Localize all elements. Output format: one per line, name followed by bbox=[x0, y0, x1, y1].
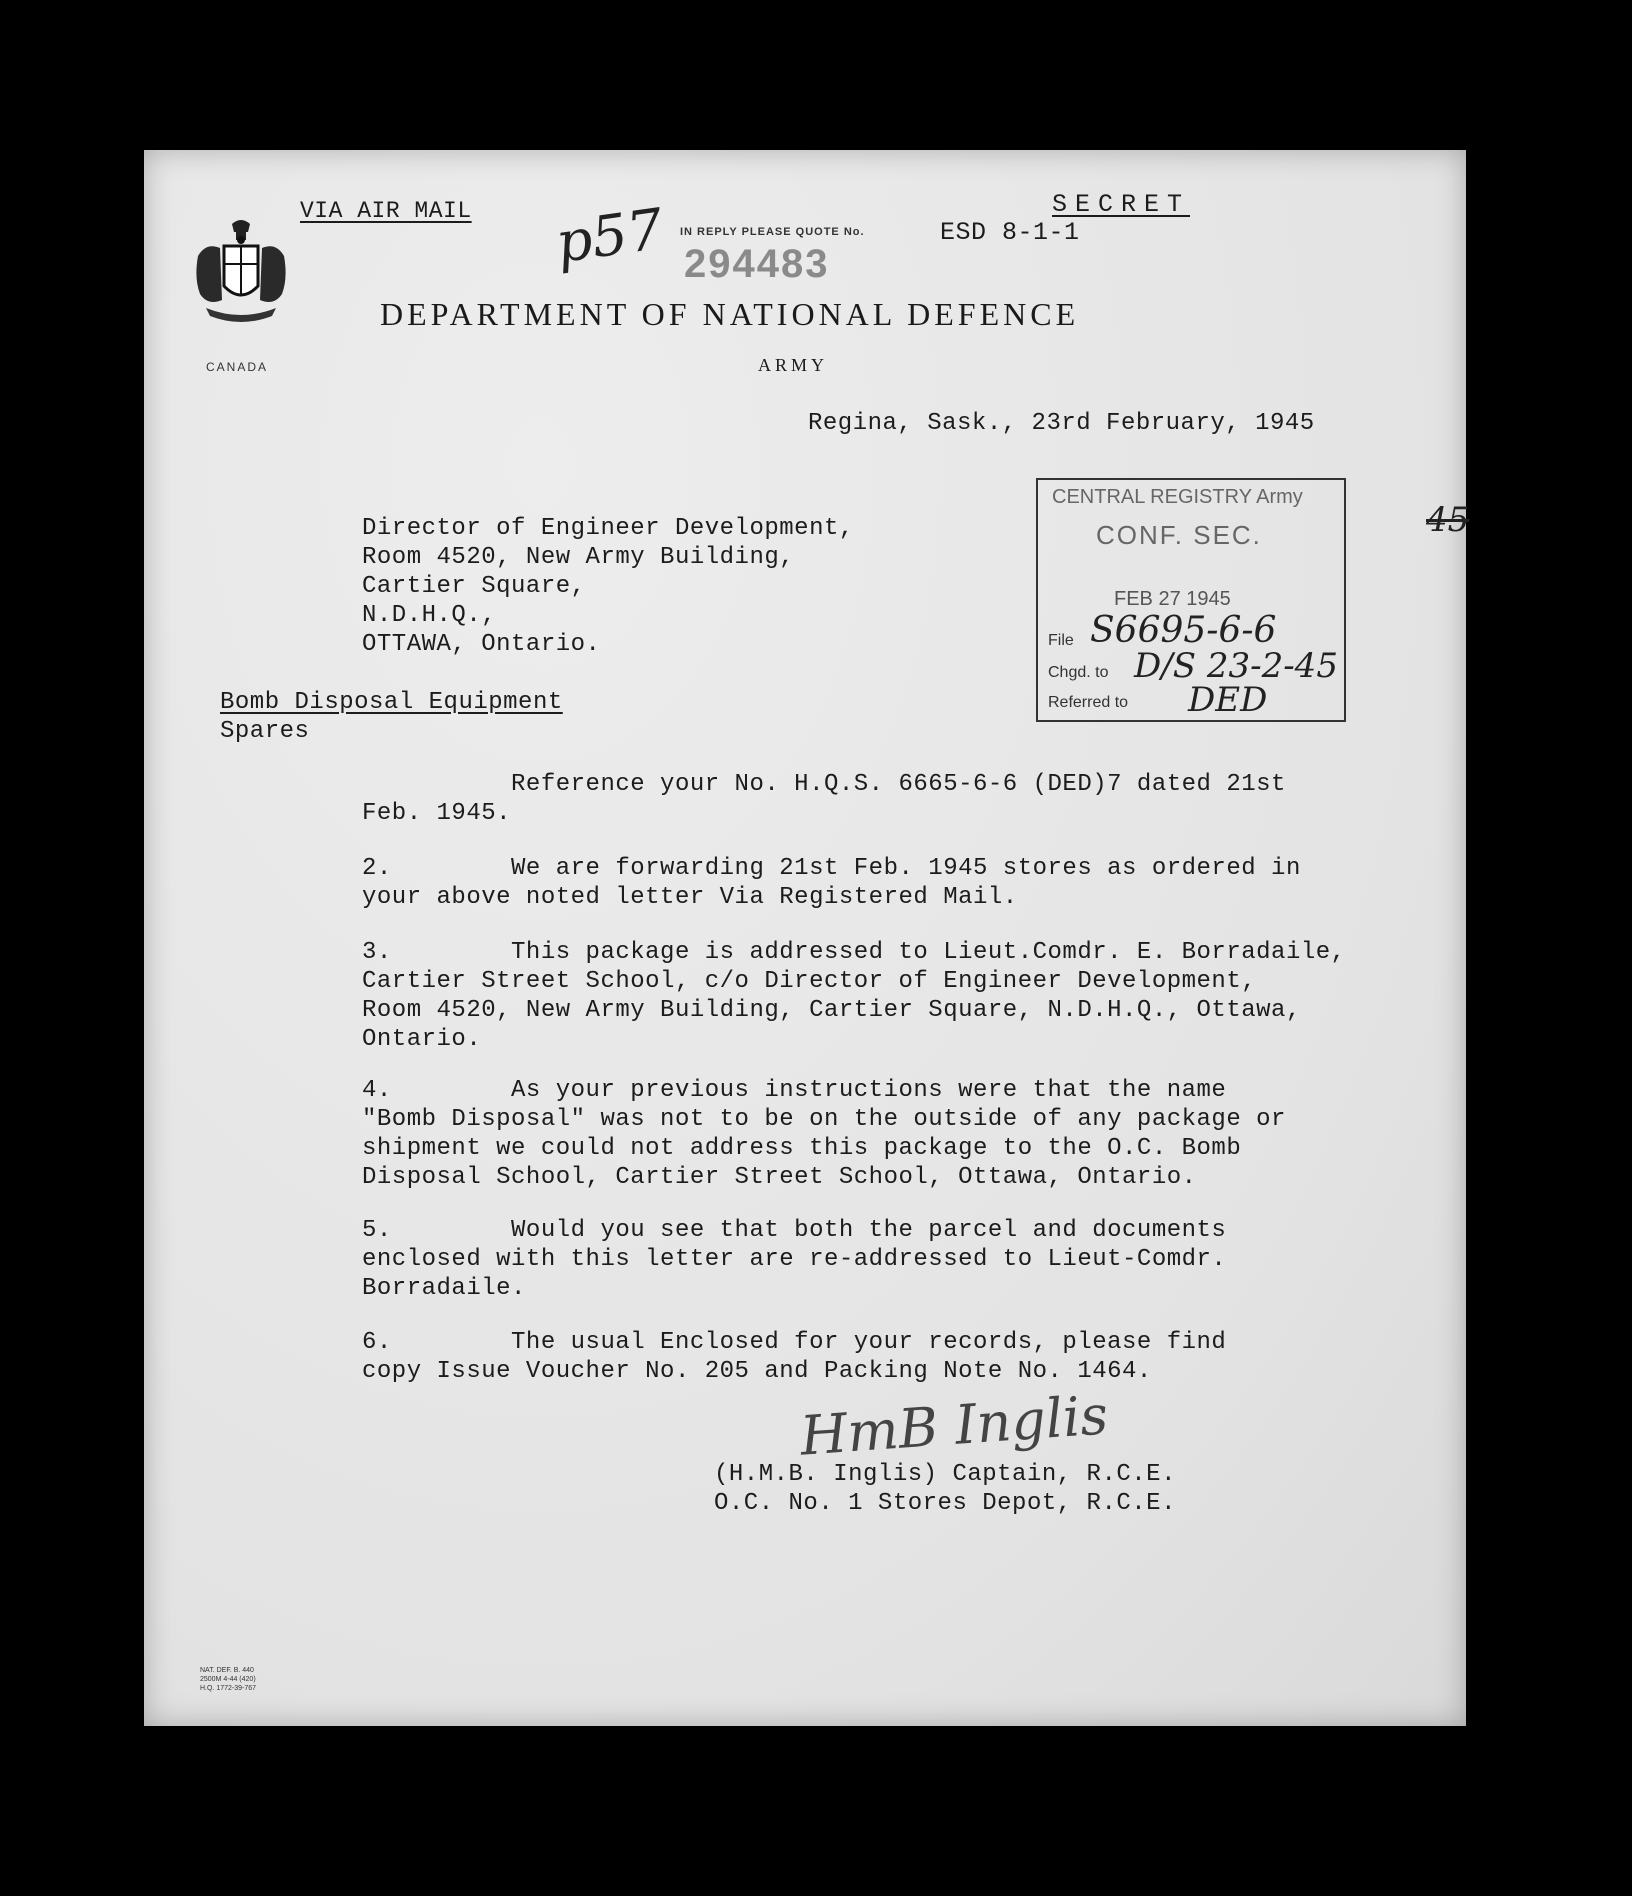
addressee-block bbox=[362, 514, 854, 659]
handwritten-page-number: p57 bbox=[551, 196, 668, 277]
addressee-line: Cartier Square, bbox=[362, 573, 586, 600]
paragraph-line: 3. This package is addressed to Lieut.Comdr. E. Borradaile, bbox=[362, 939, 1346, 966]
stamp-chgd-label: Chgd. to bbox=[1048, 664, 1109, 681]
paragraph-line: Borradaile. bbox=[362, 1275, 526, 1302]
paragraph-line: shipment we could not address this package to the O.C. Bomb bbox=[362, 1135, 1242, 1162]
stamp-date: FEB 27 1945 bbox=[1114, 588, 1231, 610]
classification-label: SECRET bbox=[1052, 190, 1191, 219]
paragraph-line: copy Issue Voucher No. 205 and Packing Note No. 1464. bbox=[362, 1358, 1152, 1385]
paragraph-line: Feb. 1945. bbox=[362, 800, 512, 827]
registry-stamp bbox=[1036, 478, 1346, 722]
stamp-file-value: S6695-6-6 bbox=[1090, 610, 1277, 651]
subject-line: Spares bbox=[220, 718, 310, 745]
stamp-section-line: CONF. SEC. bbox=[1096, 520, 1262, 550]
addressee-line: Director of Engineer Development, bbox=[362, 515, 854, 542]
paragraph-line: your above noted letter Via Registered Mail. bbox=[362, 884, 1018, 911]
reply-quote-label: IN REPLY PLEASE QUOTE No. bbox=[680, 226, 865, 238]
subject-block bbox=[220, 688, 563, 746]
form-code-line: NAT. DEF. B. 440 bbox=[200, 1667, 254, 1674]
stamped-number: 294483 bbox=[684, 242, 830, 286]
stamp-file-label: File bbox=[1048, 632, 1074, 649]
signature-line: (H.M.B. Inglis) Captain, R.C.E. bbox=[714, 1461, 1176, 1488]
paragraph-1 bbox=[362, 770, 1286, 828]
stamp-referred-label: Referred to bbox=[1048, 694, 1129, 711]
paragraph-line: "Bomb Disposal" was not to be on the outside of any package or bbox=[362, 1106, 1286, 1133]
subject-line: Bomb Disposal Equipment bbox=[220, 689, 563, 716]
signature-line: O.C. No. 1 Stores Depot, R.C.E. bbox=[714, 1490, 1176, 1517]
paragraph-5 bbox=[362, 1216, 1226, 1303]
addressee-line: OTTAWA, Ontario. bbox=[362, 631, 601, 658]
reply-number: ESD 8-1-1 bbox=[940, 218, 1080, 247]
paragraph-line: 4. As your previous instructions were that the name bbox=[362, 1077, 1227, 1104]
paragraph-line: Ontario. bbox=[362, 1026, 482, 1053]
paragraph-line: 2. We are forwarding 21st Feb. 1945 stores as ordered in bbox=[362, 855, 1301, 882]
paragraph-line: Disposal School, Cartier Street School, Ottawa, Ontario. bbox=[362, 1164, 1197, 1191]
stamp-chgd-value: D/S 23-2-45 bbox=[1134, 646, 1338, 686]
letter-page bbox=[144, 150, 1470, 1726]
coat-of-arms-icon bbox=[192, 216, 290, 340]
addressee-line: Room 4520, New Army Building, bbox=[362, 544, 795, 571]
form-code-line: 2500M 4-44 (420) bbox=[200, 1676, 256, 1683]
paragraph-line: Cartier Street School, c/o Director of Engineer Development, bbox=[362, 968, 1257, 995]
paragraph-2 bbox=[362, 854, 1301, 912]
form-code-line: H.Q. 1772-39-767 bbox=[200, 1685, 257, 1692]
date-line: Regina, Sask., 23rd February, 1945 bbox=[808, 410, 1315, 437]
paragraph-3 bbox=[362, 938, 1346, 1054]
paragraph-line: Reference your No. H.Q.S. 6665-6-6 (DED)7 dated 21st bbox=[362, 771, 1286, 798]
form-code bbox=[200, 1666, 256, 1693]
signature-block bbox=[714, 1460, 1176, 1518]
paragraph-line: Room 4520, New Army Building, Cartier Square, N.D.H.Q., Ottawa, bbox=[362, 997, 1301, 1024]
coat-of-arms-caption: CANADA bbox=[206, 360, 269, 374]
paragraph-4 bbox=[362, 1076, 1286, 1192]
paragraph-line: enclosed with this letter are re-addressed to Lieut-Comdr. bbox=[362, 1246, 1227, 1273]
paragraph-line: 5. Would you see that both the parcel and documents bbox=[362, 1217, 1227, 1244]
paragraph-6 bbox=[362, 1328, 1226, 1386]
branch-title: ARMY bbox=[758, 355, 829, 375]
stamp-registry-line: CENTRAL REGISTRY Army bbox=[1052, 486, 1303, 508]
addressee-line: N.D.H.Q., bbox=[362, 602, 497, 629]
handwritten-signature: HmB Inglis bbox=[798, 1383, 1110, 1468]
margin-note: 45 bbox=[1426, 500, 1470, 540]
stamp-referred-value: DED bbox=[1188, 680, 1268, 720]
department-title: DEPARTMENT OF NATIONAL DEFENCE bbox=[380, 296, 1080, 332]
paragraph-line: 6. The usual Enclosed for your records, please find bbox=[362, 1329, 1227, 1356]
via-air-mail-label: VIA AIR MAIL bbox=[300, 198, 472, 224]
